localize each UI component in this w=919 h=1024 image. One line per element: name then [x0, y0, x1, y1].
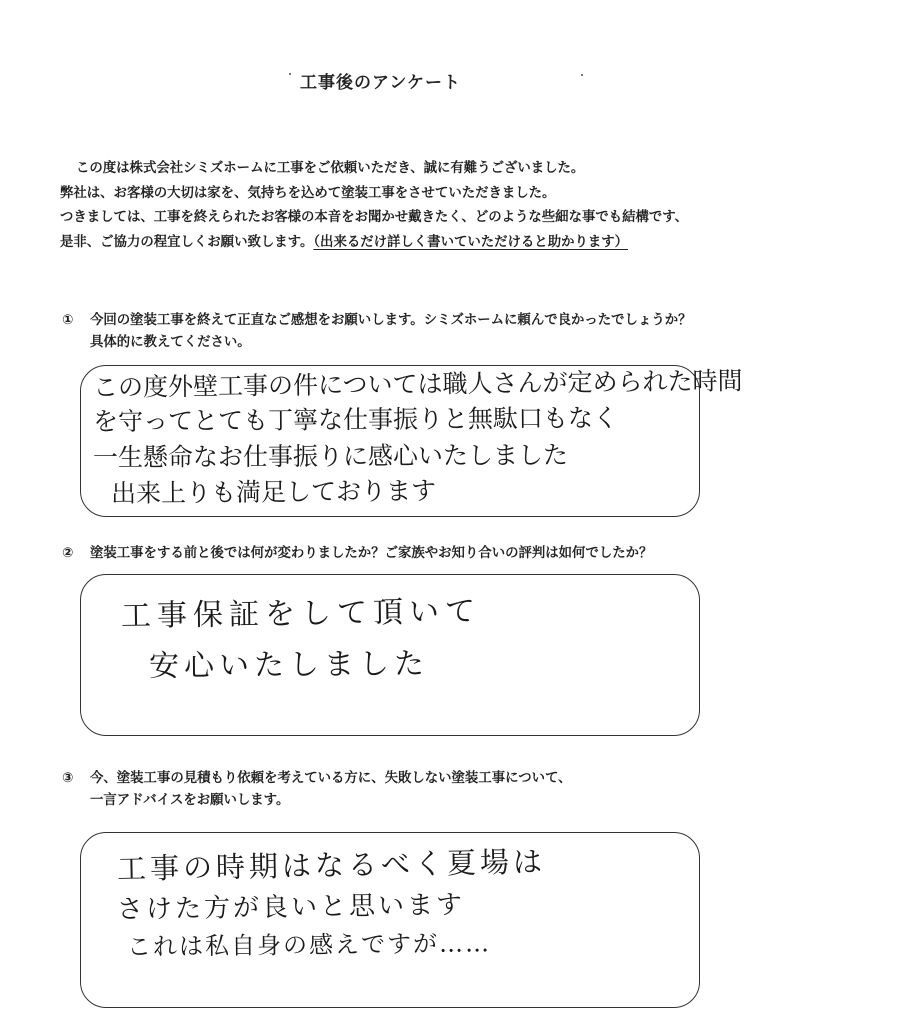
question-number: ②	[62, 546, 74, 561]
intro-note: （出来るだけ詳しく書いていただけると助かります）	[313, 234, 629, 250]
question-2	[62, 543, 652, 565]
intro-paragraph	[60, 157, 688, 255]
handwritten-line: 出来上りも満足しております	[110, 476, 437, 508]
question-3	[62, 768, 572, 812]
scan-speck	[289, 73, 291, 75]
answer-box-1[interactable]	[80, 365, 743, 517]
question-text: 一言アドバイスをお願いします。	[90, 793, 290, 808]
handwritten-line: 工事保証をして頂いて	[120, 593, 482, 634]
question-number: ①	[62, 313, 74, 328]
question-text: 今、塗装工事の見積もり依頼を考えている方に、失敗しない塗装工事について、	[90, 771, 572, 786]
question-number: ③	[62, 771, 74, 786]
intro-line: つきましては、工事を終えられたお客様の本音をお聞かせ戴きたく、どのような些細な事でも結構です、	[60, 210, 689, 225]
scan-speck	[581, 74, 583, 76]
handwritten-line: この度外壁工事の件については職人さんが定められた時間	[92, 366, 743, 402]
intro-line: この度は株式会社シミズホームに工事をご依頼いただき、誠に有難うございました。	[76, 161, 585, 176]
handwritten-line: を守ってとても丁寧な仕事振りと無駄口もなく	[92, 403, 619, 436]
handwritten-line: これは私自身の感えですが……	[126, 929, 492, 961]
question-1	[62, 310, 692, 354]
handwritten-line: 工事の時期はなるべく夏場は	[116, 844, 547, 886]
question-text: 塗装工事をする前と後では何が変わりましたか？ご家族やお知り合いの評判は如何でしたか？	[90, 546, 653, 561]
handwritten-line: 安心いたしました	[148, 646, 430, 684]
survey-title: 工事後のアンケート	[300, 73, 461, 93]
intro-line: 弊社は、お客様の大切は家を、気持ちを込めて塗装工事をさせていただきました。	[60, 185, 556, 201]
handwritten-line: 一生懸命なお仕事振りに感心いたしました	[92, 440, 569, 472]
handwritten-line: さけた方が良いと思います	[116, 890, 466, 925]
question-text: 今回の塗装工事を終えて正直なご感想をお願いします。シミズホームに頼んで良かったでしょうか？	[90, 313, 692, 328]
answer-box-2[interactable]	[80, 574, 700, 736]
intro-request: 是非、ご協力の程宜しくお願い致します。	[60, 234, 314, 250]
answer-box-3[interactable]	[80, 832, 700, 1008]
intro-line	[60, 231, 688, 256]
question-text: 具体的に教えてください。	[90, 335, 251, 350]
